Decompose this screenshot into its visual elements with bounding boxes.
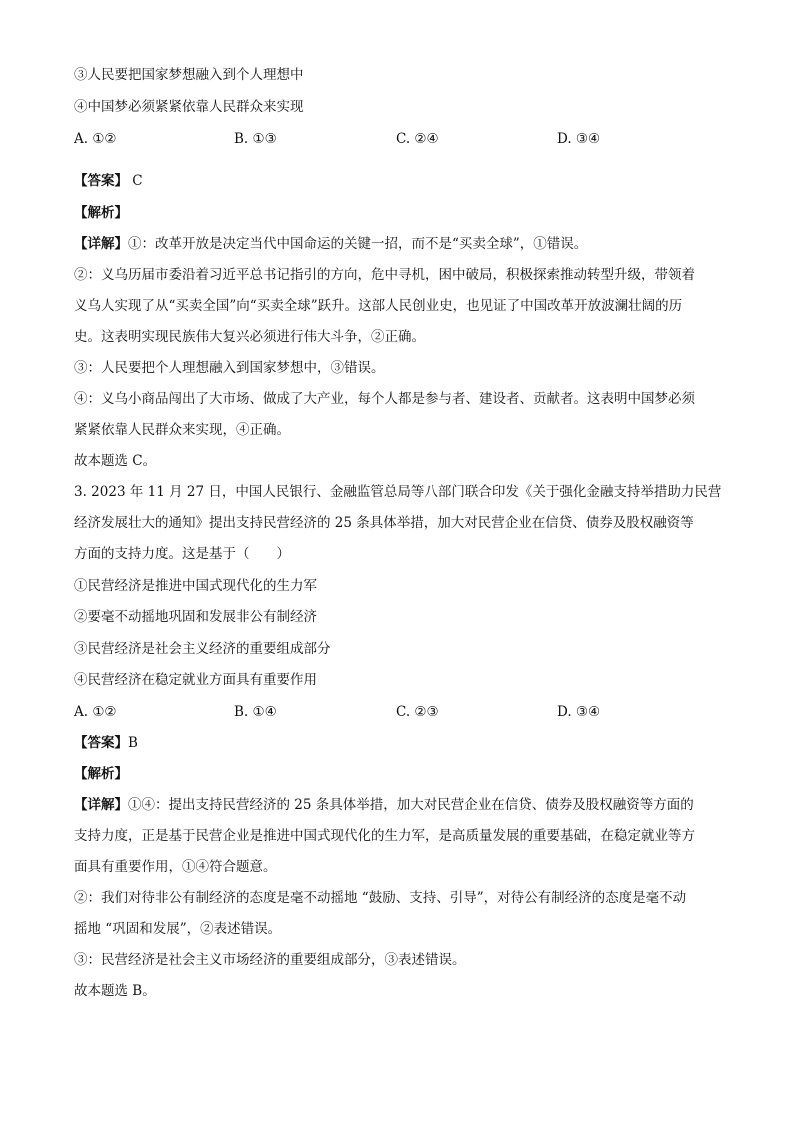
option-c: C. ②④ — [396, 131, 439, 147]
detail-paragraph-2a: ②：义乌历届市委沿着习近平总书记指引的方向，危中寻机，困中破局，积极探索推动转型升级，带领着 — [74, 267, 695, 283]
detail-paragraph-1a — [74, 796, 694, 814]
conclusion: 故本题选 C。 — [74, 453, 157, 469]
answer-value: C — [132, 173, 143, 189]
detail-paragraph-4a: ④：义乌小商品闯出了大市场、做成了大产业，每个人都是参与者、建设者、贡献者。这表明中国梦必须 — [74, 391, 695, 407]
answer-line — [74, 172, 143, 190]
statement-3: ③人民要把国家梦想融入到个人理想中 — [74, 67, 304, 83]
question-3-stem-2: 经济发展壮大的通知》提出支持民营经济的 25 条具体举措，加大对民营企业在信贷、债券及股权融资等 — [74, 515, 694, 531]
detail-text: ①：改革开放是决定当代中国命运的关键一招，而不是“买卖全球”，①错误。 — [128, 236, 588, 252]
option-a: A. ①② — [74, 131, 117, 147]
detail-paragraph-2b: 摇地 “巩固和发展”，②表述错误。 — [74, 921, 282, 937]
detail-paragraph-2b: 义乌人实现了从“买卖全国”向“买卖全球”跃升。这部人民创业史，也见证了中国改革开放波澜壮阔的历 — [74, 298, 683, 314]
statement-4: ④中国梦必须紧紧依靠人民群众来实现 — [74, 99, 304, 115]
detail-paragraph-1c: 面具有重要作用，①④符合题意。 — [74, 859, 277, 875]
detail-paragraph-1b: 支持力度，正是基于民营企业是推进中国式现代化的生力军，是高质量发展的重要基础，在稳定就业等方 — [74, 828, 695, 844]
option-c: C. ②③ — [396, 704, 439, 720]
option-d: D. ③④ — [557, 131, 601, 147]
question-3-stem-1: 3. 2023 年 11 月 27 日，中国人民银行、金融监管总局等八部门联合印发《关于强化金融支持举措助力民营 — [74, 484, 722, 500]
statement-1: ①民营经济是推进中国式现代化的生力军 — [74, 578, 317, 594]
option-d: D. ③④ — [557, 704, 601, 720]
detail-text: ①④：提出支持民营经济的 25 条具体举措，加大对民营企业在信贷、债券及股权融资等方面的 — [128, 797, 694, 813]
statement-4: ④民营经济在稳定就业方面具有重要作用 — [74, 672, 317, 688]
statement-3: ③民营经济是社会主义经济的重要组成部分 — [74, 641, 331, 657]
conclusion: 故本题选 B。 — [74, 983, 156, 999]
answer-tag: 【答案】 — [74, 735, 128, 751]
detail-paragraph-3: ③：人民要把个人理想融入到国家梦想中，③错误。 — [74, 360, 385, 376]
statement-2: ②要毫不动摇地巩固和发展非公有制经济 — [74, 609, 317, 625]
option-a: A. ①② — [74, 704, 117, 720]
answer-value: B — [128, 735, 138, 751]
detail-paragraph-3: ③：民营经济是社会主义市场经济的重要组成部分，③表述错误。 — [74, 952, 466, 968]
question-3-stem-3: 方面的支持力度。这是基于（ ） — [74, 546, 290, 562]
option-b: B. ①④ — [234, 704, 277, 720]
detail-tag: 【详解】 — [74, 797, 128, 813]
answer-line — [74, 734, 138, 752]
detail-paragraph-2a: ②：我们对待非公有制经济的态度是毫不动摇地 “鼓励、支持、引导”，对待公有制经济的态度是毫不动 — [74, 890, 687, 906]
detail-paragraph-1 — [74, 235, 587, 253]
analysis-tag: 【解析】 — [74, 766, 128, 782]
detail-paragraph-4b: 紧紧依靠人民群众来实现，④正确。 — [74, 422, 290, 438]
option-b: B. ①③ — [234, 131, 277, 147]
detail-paragraph-2c: 史。这表明实现民族伟大复兴必须进行伟大斗争，②正确。 — [74, 329, 425, 345]
detail-tag: 【详解】 — [74, 236, 128, 252]
analysis-tag: 【解析】 — [74, 205, 128, 221]
answer-tag: 【答案】 — [74, 173, 128, 189]
